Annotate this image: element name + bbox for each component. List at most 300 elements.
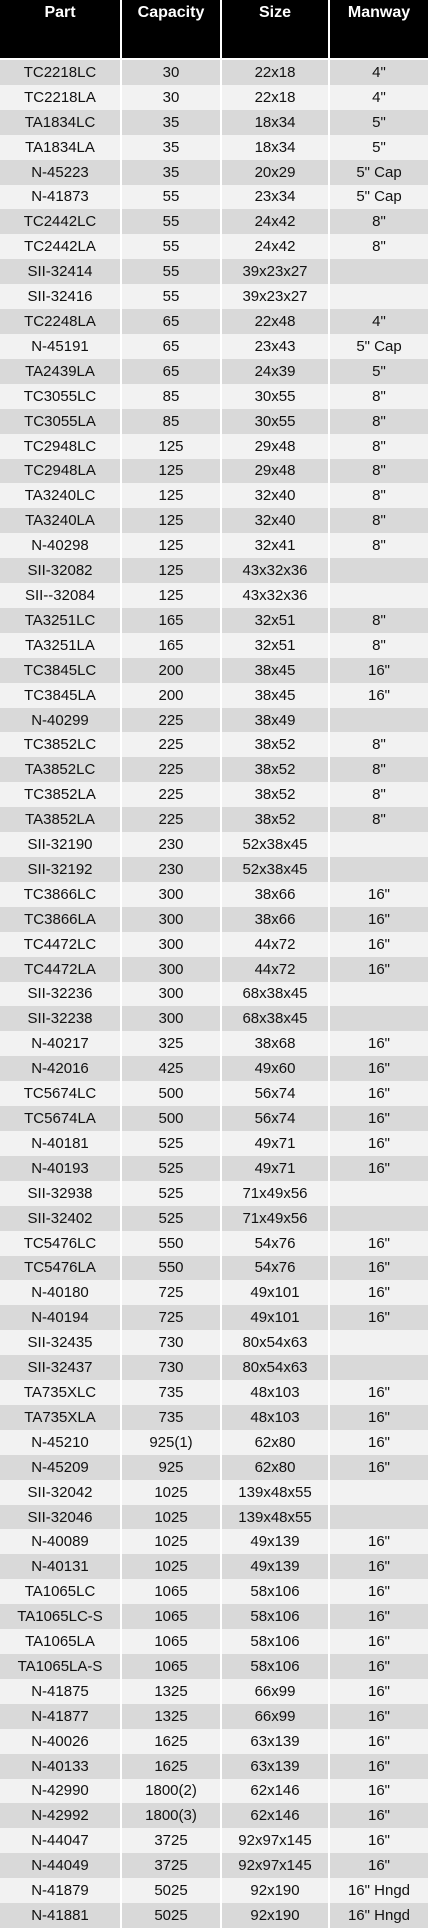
cell-manway: 16" (367, 686, 390, 704)
cell-part: TA3240LC (0, 483, 122, 508)
table-row (0, 1853, 428, 1878)
cell-size: 29x48 (222, 434, 330, 459)
cell-size: 23x43 (222, 334, 330, 359)
cell-size: 38x68 (222, 1031, 330, 1056)
cell-size: 58x106 (222, 1654, 330, 1679)
cell-part: TC2442LA (0, 234, 122, 259)
table-row (0, 1704, 428, 1729)
cell-manway (330, 583, 428, 608)
cell-size: 62x80 (222, 1430, 330, 1455)
cell-capacity: 200 (122, 683, 222, 708)
cell-manway: 16" (367, 1707, 390, 1725)
cell-part: TA735XLC (0, 1380, 122, 1405)
cell-capacity: 65 (122, 334, 222, 359)
table-row (0, 334, 428, 359)
cell-manway: 16" (367, 1757, 390, 1775)
cell-part: SII-32435 (0, 1330, 122, 1355)
cell-size: 68x38x45 (222, 1006, 330, 1031)
cell-part: N-45209 (0, 1455, 122, 1480)
header-manway: Manway (330, 0, 428, 58)
cell-part: TA1065LA-S (0, 1654, 122, 1679)
cell-manway (330, 259, 428, 284)
cell-part: SII-32042 (0, 1480, 122, 1505)
table-row (0, 1106, 428, 1131)
cell-part: N-42990 (0, 1779, 122, 1804)
table-row (0, 1828, 428, 1853)
cell-size: 63x139 (222, 1729, 330, 1754)
cell-part: TC2442LC (0, 209, 122, 234)
cell-part: TA2439LA (0, 359, 122, 384)
cell-size: 39x23x27 (222, 284, 330, 309)
cell-size: 43x32x36 (222, 583, 330, 608)
cell-part: TC3845LA (0, 683, 122, 708)
cell-size: 30x55 (222, 409, 330, 434)
cell-capacity: 125 (122, 483, 222, 508)
cell-part: TC5674LC (0, 1081, 122, 1106)
cell-capacity: 1025 (122, 1529, 222, 1554)
table-row (0, 1604, 428, 1629)
cell-size: 22x48 (222, 309, 330, 334)
table-row (0, 409, 428, 434)
cell-manway: 5" (372, 362, 386, 380)
cell-manway: 16" (367, 1608, 390, 1626)
table-row (0, 807, 428, 832)
cell-capacity: 1065 (122, 1604, 222, 1629)
cell-manway: 8" (372, 537, 386, 555)
cell-capacity: 3725 (122, 1853, 222, 1878)
cell-part: TA735XLA (0, 1405, 122, 1430)
table-row (0, 234, 428, 259)
cell-size: 92x190 (222, 1878, 330, 1903)
cell-size: 23x34 (222, 185, 330, 210)
cell-size: 22x18 (222, 60, 330, 85)
cell-part: SII-32236 (0, 982, 122, 1007)
cell-manway (330, 1355, 428, 1380)
table-row (0, 483, 428, 508)
cell-size: 58x106 (222, 1604, 330, 1629)
cell-capacity: 925 (122, 1455, 222, 1480)
cell-size: 48x103 (222, 1380, 330, 1405)
cell-capacity: 525 (122, 1181, 222, 1206)
cell-part: N-45191 (0, 334, 122, 359)
cell-capacity: 725 (122, 1280, 222, 1305)
cell-size: 63x139 (222, 1754, 330, 1779)
header-size: Size (222, 0, 330, 58)
cell-capacity: 55 (122, 284, 222, 309)
table-row (0, 1803, 428, 1828)
cell-manway: 8" (372, 387, 386, 405)
cell-part: N-40131 (0, 1554, 122, 1579)
cell-capacity: 230 (122, 832, 222, 857)
cell-capacity: 230 (122, 857, 222, 882)
cell-capacity: 425 (122, 1056, 222, 1081)
cell-size: 71x49x56 (222, 1181, 330, 1206)
cell-capacity: 125 (122, 459, 222, 484)
cell-part: N-41879 (0, 1878, 122, 1903)
cell-part: N-40194 (0, 1305, 122, 1330)
table-row (0, 1554, 428, 1579)
cell-capacity: 300 (122, 907, 222, 932)
cell-part: SII--32084 (0, 583, 122, 608)
cell-manway (330, 982, 428, 1007)
cell-size: 62x146 (222, 1803, 330, 1828)
cell-size: 30x55 (222, 384, 330, 409)
cell-manway: 16" (367, 885, 390, 903)
cell-manway: 16" (367, 1558, 390, 1576)
table-row (0, 1056, 428, 1081)
table-row (0, 1355, 428, 1380)
cell-manway (330, 1330, 428, 1355)
table-row (0, 384, 428, 409)
cell-size: 20x29 (222, 160, 330, 185)
table-row (0, 85, 428, 110)
cell-manway (330, 1181, 428, 1206)
cell-manway: 16" (367, 1583, 390, 1601)
table-row (0, 708, 428, 733)
cell-part: N-45223 (0, 160, 122, 185)
cell-manway: 4" (372, 88, 386, 106)
cell-part: N-40181 (0, 1131, 122, 1156)
cell-size: 49x71 (222, 1131, 330, 1156)
cell-manway (330, 1480, 428, 1505)
cell-size: 38x66 (222, 882, 330, 907)
cell-manway: 16" (367, 1408, 390, 1426)
cell-capacity: 735 (122, 1405, 222, 1430)
cell-manway: 16" (367, 960, 390, 978)
cell-size: 32x40 (222, 483, 330, 508)
cell-size: 49x60 (222, 1056, 330, 1081)
cell-size: 48x103 (222, 1405, 330, 1430)
cell-capacity: 325 (122, 1031, 222, 1056)
cell-part: SII-32416 (0, 284, 122, 309)
cell-size: 92x97x145 (222, 1828, 330, 1853)
cell-part: N-40193 (0, 1156, 122, 1181)
table-row (0, 1380, 428, 1405)
cell-capacity: 125 (122, 508, 222, 533)
cell-part: TA3251LC (0, 608, 122, 633)
cell-capacity: 55 (122, 209, 222, 234)
cell-capacity: 1025 (122, 1505, 222, 1530)
cell-capacity: 35 (122, 110, 222, 135)
cell-manway: 16" (367, 1060, 390, 1078)
cell-size: 71x49x56 (222, 1206, 330, 1231)
cell-capacity: 5025 (122, 1878, 222, 1903)
cell-size: 38x66 (222, 907, 330, 932)
table-row (0, 1505, 428, 1530)
header-capacity: Capacity (122, 0, 222, 58)
table-row (0, 957, 428, 982)
cell-capacity: 300 (122, 1006, 222, 1031)
table-row (0, 857, 428, 882)
table-row (0, 284, 428, 309)
cell-part: TC3055LC (0, 384, 122, 409)
cell-capacity: 550 (122, 1256, 222, 1281)
table-row (0, 160, 428, 185)
cell-size: 66x99 (222, 1679, 330, 1704)
cell-capacity: 125 (122, 583, 222, 608)
table-row (0, 1754, 428, 1779)
table-row (0, 60, 428, 85)
cell-size: 32x40 (222, 508, 330, 533)
table-row (0, 1878, 428, 1903)
cell-part: TC3866LC (0, 882, 122, 907)
cell-manway: 8" (372, 412, 386, 430)
cell-size: 54x76 (222, 1231, 330, 1256)
table-row (0, 1006, 428, 1031)
cell-size: 52x38x45 (222, 857, 330, 882)
cell-part: TC5674LA (0, 1106, 122, 1131)
cell-capacity: 1800(2) (122, 1779, 222, 1804)
cell-size: 38x45 (222, 683, 330, 708)
table-row (0, 633, 428, 658)
cell-part: N-42992 (0, 1803, 122, 1828)
cell-manway (330, 832, 428, 857)
table-row (0, 1779, 428, 1804)
cell-size: 49x139 (222, 1554, 330, 1579)
cell-size: 39x23x27 (222, 259, 330, 284)
cell-manway: 8" (372, 761, 386, 779)
cell-capacity: 125 (122, 434, 222, 459)
table-row (0, 1156, 428, 1181)
table-row (0, 1480, 428, 1505)
cell-size: 44x72 (222, 932, 330, 957)
cell-size: 52x38x45 (222, 832, 330, 857)
cell-size: 80x54x63 (222, 1355, 330, 1380)
cell-size: 32x51 (222, 633, 330, 658)
cell-capacity: 500 (122, 1106, 222, 1131)
cell-part: N-41877 (0, 1704, 122, 1729)
cell-manway (330, 1505, 428, 1530)
table-row (0, 1305, 428, 1330)
cell-capacity: 165 (122, 633, 222, 658)
cell-capacity: 55 (122, 234, 222, 259)
cell-part: TC2948LA (0, 459, 122, 484)
cell-capacity: 1065 (122, 1629, 222, 1654)
cell-capacity: 85 (122, 384, 222, 409)
table-row (0, 110, 428, 135)
cell-manway: 16" (367, 1383, 390, 1401)
cell-capacity: 65 (122, 309, 222, 334)
cell-part: TC5476LC (0, 1231, 122, 1256)
cell-size: 29x48 (222, 459, 330, 484)
cell-manway: 4" (372, 313, 386, 331)
cell-manway: 8" (372, 462, 386, 480)
table-row (0, 558, 428, 583)
cell-manway: 16" (367, 935, 390, 953)
cell-part: N-40089 (0, 1529, 122, 1554)
table-row (0, 1455, 428, 1480)
cell-part: N-42016 (0, 1056, 122, 1081)
table-row (0, 757, 428, 782)
cell-part: N-40298 (0, 533, 122, 558)
cell-manway: 16" (367, 1159, 390, 1177)
table-row (0, 1206, 428, 1231)
cell-manway: 16" (367, 1110, 390, 1128)
table-row (0, 907, 428, 932)
cell-size: 38x52 (222, 782, 330, 807)
cell-manway: 5" Cap (356, 188, 402, 206)
cell-manway: 8" (372, 437, 386, 455)
table-row (0, 732, 428, 757)
cell-part: TA1065LC (0, 1579, 122, 1604)
table-row (0, 1654, 428, 1679)
table-row (0, 1579, 428, 1604)
cell-part: N-45210 (0, 1430, 122, 1455)
cell-manway: 16" (367, 1657, 390, 1675)
cell-manway: 16" (367, 1682, 390, 1700)
cell-manway: 16" Hngd (347, 1907, 411, 1925)
cell-part: TC2248LA (0, 309, 122, 334)
cell-size: 24x39 (222, 359, 330, 384)
table-row (0, 1405, 428, 1430)
table-row (0, 1181, 428, 1206)
cell-capacity: 125 (122, 533, 222, 558)
cell-manway: 8" (372, 611, 386, 629)
cell-part: N-41875 (0, 1679, 122, 1704)
cell-capacity: 225 (122, 708, 222, 733)
cell-capacity: 300 (122, 957, 222, 982)
cell-capacity: 225 (122, 807, 222, 832)
cell-capacity: 35 (122, 160, 222, 185)
cell-manway: 16" (367, 1782, 390, 1800)
cell-manway: 16" (367, 1807, 390, 1825)
table-row (0, 309, 428, 334)
cell-capacity: 1065 (122, 1579, 222, 1604)
table-row (0, 1280, 428, 1305)
cell-capacity: 735 (122, 1380, 222, 1405)
cell-part: SII-32437 (0, 1355, 122, 1380)
cell-part: TA3240LA (0, 508, 122, 533)
cell-manway: 16" (367, 1458, 390, 1476)
cell-capacity: 55 (122, 185, 222, 210)
cell-size: 38x52 (222, 732, 330, 757)
cell-capacity: 1625 (122, 1729, 222, 1754)
cell-part: TC2218LC (0, 60, 122, 85)
cell-manway: 8" (372, 238, 386, 256)
cell-size: 49x101 (222, 1305, 330, 1330)
cell-capacity: 1625 (122, 1754, 222, 1779)
cell-capacity: 225 (122, 732, 222, 757)
cell-manway: 16" (367, 910, 390, 928)
cell-size: 18x34 (222, 135, 330, 160)
cell-capacity: 35 (122, 135, 222, 160)
cell-size: 38x52 (222, 757, 330, 782)
cell-size: 49x101 (222, 1280, 330, 1305)
cell-size: 68x38x45 (222, 982, 330, 1007)
cell-capacity: 225 (122, 757, 222, 782)
table-row (0, 533, 428, 558)
cell-size: 58x106 (222, 1629, 330, 1654)
cell-size: 66x99 (222, 1704, 330, 1729)
cell-capacity: 1065 (122, 1654, 222, 1679)
cell-manway: 4" (372, 63, 386, 81)
cell-part: SII-32082 (0, 558, 122, 583)
cell-part: TC3866LA (0, 907, 122, 932)
cell-manway: 16" (367, 1832, 390, 1850)
table-row (0, 1131, 428, 1156)
table-row (0, 1330, 428, 1355)
cell-part: TA3251LA (0, 633, 122, 658)
table-row (0, 1430, 428, 1455)
cell-manway: 16" (367, 1134, 390, 1152)
cell-part: TC4472LC (0, 932, 122, 957)
cell-manway: 5" Cap (356, 163, 402, 181)
cell-manway (330, 558, 428, 583)
cell-part: TC3845LC (0, 658, 122, 683)
cell-size: 80x54x63 (222, 1330, 330, 1355)
cell-manway: 8" (372, 512, 386, 530)
cell-part: N-40217 (0, 1031, 122, 1056)
cell-manway: 16" (367, 1857, 390, 1875)
cell-size: 62x146 (222, 1779, 330, 1804)
table-row (0, 832, 428, 857)
cell-part: N-41881 (0, 1903, 122, 1928)
table-row (0, 1679, 428, 1704)
cell-part: SII-32402 (0, 1206, 122, 1231)
cell-size: 56x74 (222, 1106, 330, 1131)
cell-part: N-44047 (0, 1828, 122, 1853)
cell-size: 49x139 (222, 1529, 330, 1554)
cell-size: 38x49 (222, 708, 330, 733)
cell-manway: 16" (367, 1533, 390, 1551)
cell-capacity: 200 (122, 658, 222, 683)
cell-capacity: 1025 (122, 1480, 222, 1505)
cell-manway: 16" (367, 1259, 390, 1277)
cell-capacity: 500 (122, 1081, 222, 1106)
cell-capacity: 5025 (122, 1903, 222, 1928)
cell-manway: 8" (372, 811, 386, 829)
cell-capacity: 1325 (122, 1679, 222, 1704)
table-row (0, 683, 428, 708)
cell-size: 56x74 (222, 1081, 330, 1106)
cell-size: 24x42 (222, 209, 330, 234)
cell-capacity: 125 (122, 558, 222, 583)
cell-part: TC3852LA (0, 782, 122, 807)
cell-capacity: 730 (122, 1330, 222, 1355)
cell-manway (330, 1206, 428, 1231)
cell-part: TA3852LA (0, 807, 122, 832)
cell-capacity: 85 (122, 409, 222, 434)
cell-size: 139x48x55 (222, 1505, 330, 1530)
cell-manway (330, 284, 428, 309)
cell-manway: 5" Cap (356, 337, 402, 355)
cell-capacity: 525 (122, 1156, 222, 1181)
cell-manway: 16" (367, 1732, 390, 1750)
table-row (0, 209, 428, 234)
table-row (0, 359, 428, 384)
cell-size: 92x97x145 (222, 1853, 330, 1878)
cell-size: 38x45 (222, 658, 330, 683)
cell-size: 49x71 (222, 1156, 330, 1181)
table-row (0, 1629, 428, 1654)
cell-size: 54x76 (222, 1256, 330, 1281)
cell-part: N-40026 (0, 1729, 122, 1754)
cell-capacity: 225 (122, 782, 222, 807)
cell-manway: 16" (367, 1284, 390, 1302)
cell-capacity: 550 (122, 1231, 222, 1256)
cell-size: 22x18 (222, 85, 330, 110)
cell-size: 44x72 (222, 957, 330, 982)
cell-part: SII-32414 (0, 259, 122, 284)
cell-part: TA1834LC (0, 110, 122, 135)
table-row (0, 259, 428, 284)
cell-part: TA1065LA (0, 1629, 122, 1654)
table-row (0, 608, 428, 633)
cell-size: 62x80 (222, 1455, 330, 1480)
cell-size: 18x34 (222, 110, 330, 135)
cell-manway: 16" Hngd (347, 1882, 411, 1900)
cell-manway: 16" (367, 1234, 390, 1252)
